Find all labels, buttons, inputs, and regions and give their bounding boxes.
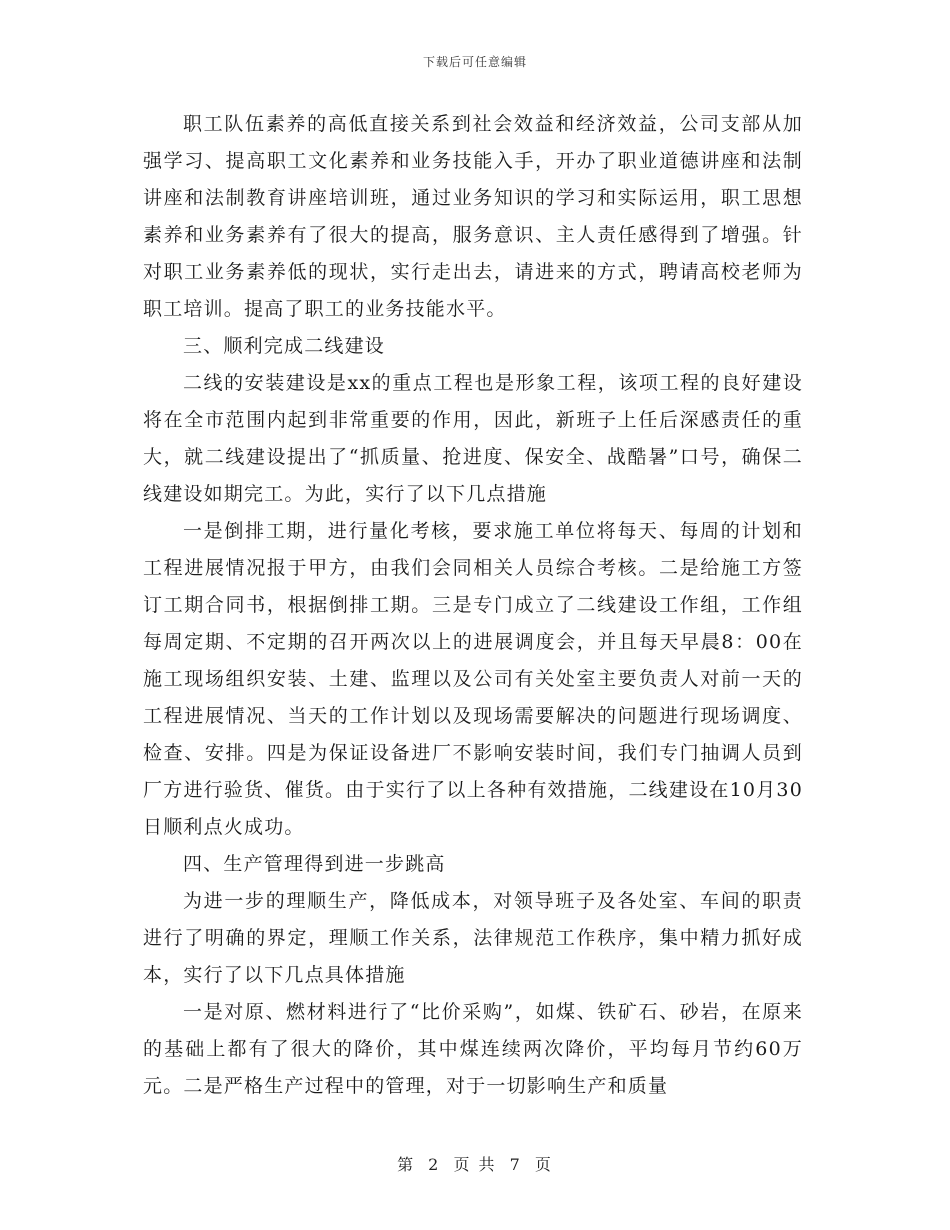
paragraph-production-measures: 一是对原、燃材料进行了“比价采购”，如煤、铁矿石、砂岩，在原来的基础上都有了很大的降价，其中煤连续两次降价，平均每月节约60万元。二是严格生产过程中的管理，对于一切影响生产和质量 — [143, 1001, 803, 1097]
footer-middle: 页 共 — [453, 1155, 497, 1174]
page-footer — [0, 1152, 950, 1175]
document-body — [143, 106, 803, 1105]
footer-prefix: 第 — [397, 1155, 416, 1174]
paragraph-production-intro: 为进一步的理顺生产，降低成本，对领导班子及各处室、车间的职责进行了明确的界定，理顺工作关系，法律规范工作秩序，集中精力抓好成本，实行了以下几点具体措施 — [143, 890, 803, 986]
footer-page-number: 2 — [428, 1155, 441, 1174]
footer-total-pages: 7 — [509, 1155, 522, 1174]
paragraph-staff-quality: 职工队伍素养的高低直接关系到社会效益和经济效益，公司支部从加强学习、提高职工文化素养和业务技能入手，开办了职业道德讲座和法制讲座和法制教育讲座培训班，通过业务知识的学习和实际运用，职工思想素养和业务素养有了很大的提高，服务意识、主人责任感得到了增强。针对职工业务素养低的现状，实行走出去，请进来的方式，聘请高校老师为职工培训。提高了职工的业务技能水平。 — [143, 113, 803, 320]
footer-suffix: 页 — [534, 1155, 553, 1174]
page-header: 下载后可任意编辑 — [422, 55, 527, 69]
section-heading-production: 四、生产管理得到进一步跳高 — [183, 853, 446, 875]
section-heading-line-two: 三、顺利完成二线建设 — [183, 335, 386, 357]
paragraph-line-two-measures: 一是倒排工期，进行量化考核，要求施工单位将每天、每周的计划和工程进展情况报于甲方，由我们会同相关人员综合考核。二是给施工方签订工期合同书，根据倒排工期。三是专门成立了二线建设工作组，工作组每周定期、不定期的召开两次以上的进展调度会，并且每天早晨8：00在施工现场组织安装、土建、监理以及公司有关处室主要负责人对前一天的工程进展情况、当天的工作计划以及现场需要解决的问题进行现场调度、检查、安排。四是为保证设备进厂不影响安装时间，我们专门抽调人员到厂方进行验货、催货。由于实行了以上各种有效措施，二线建设在10月30日顺利点火成功。 — [143, 520, 803, 838]
paragraph-line-two-intro: 二线的安装建设是xx的重点工程也是形象工程，该项工程的良好建设将在全市范围内起到非常重要的作用，因此，新班子上任后深感责任的重大，就二线建设提出了“抓质量、抢进度、保安全、战酷暑”口号，确保二线建设如期完工。为此，实行了以下几点措施 — [143, 372, 803, 505]
